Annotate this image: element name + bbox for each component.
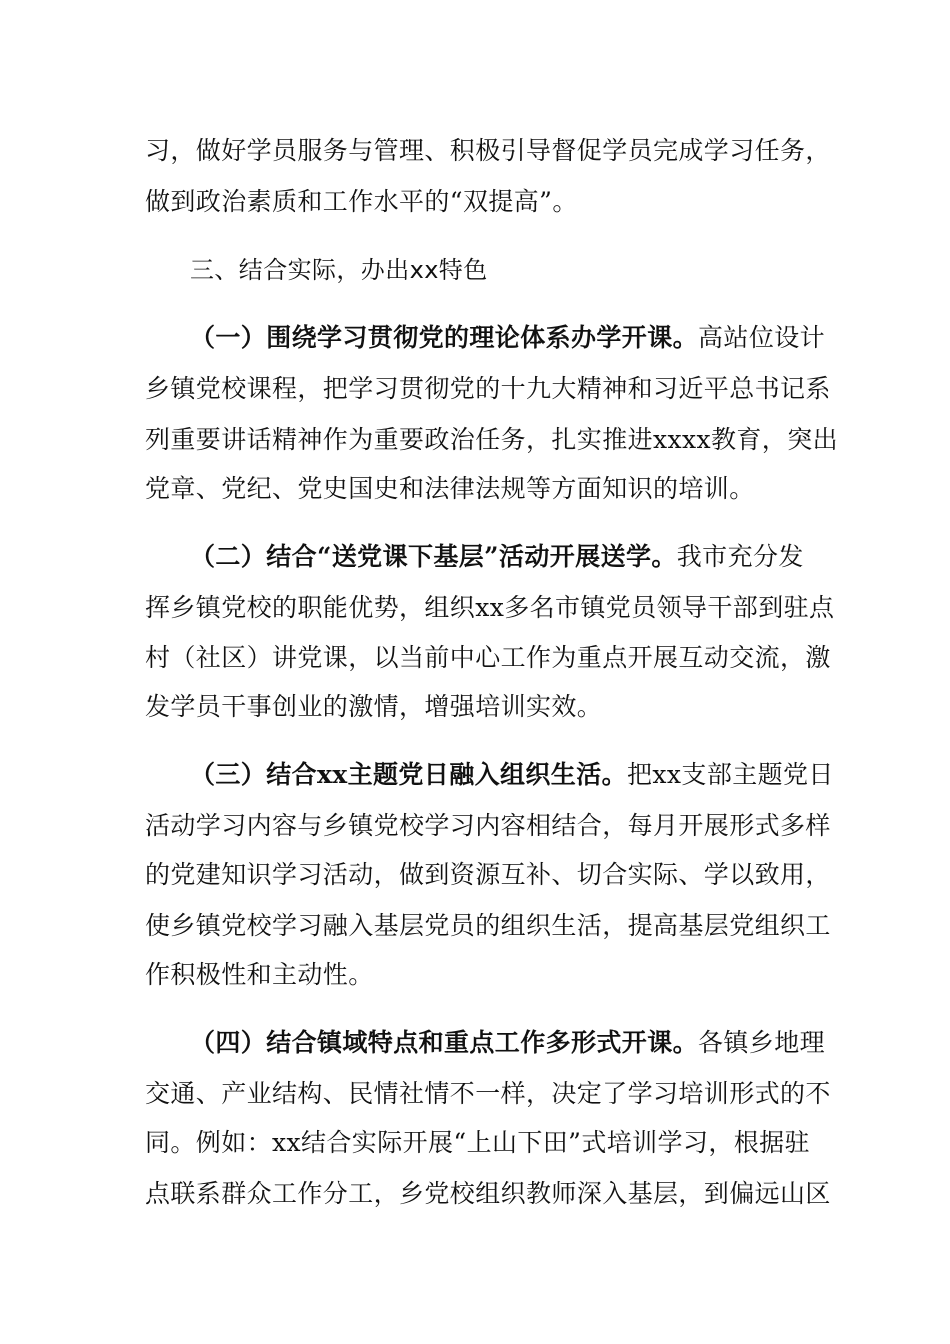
paragraph-4-line-2: 交通、产业结构、民情社情不一样，决定了学习培训形式的不: [145, 1079, 831, 1108]
paragraph-4-line-4: 点联系群众工作分工，乡党校组织教师深入基层，到偏远山区: [145, 1179, 831, 1208]
paragraph-3-first-line: [190, 758, 834, 792]
paragraph-2-line-3: 村（社区）讲党课，以当前中心工作为重点开展互动交流，激: [145, 643, 831, 672]
paragraph-3-lead: （三）结合xx主题党日融入组织生活。: [190, 760, 628, 789]
paragraph-1-first-line: [190, 321, 826, 355]
paragraph-4-lead: （四）结合镇域特点和重点工作多形式开课。: [190, 1028, 699, 1057]
paragraph-2-first-rest: 我市充分发: [676, 542, 804, 571]
paragraph-2-lead: （二）结合“送党课下基层”活动开展送学。: [190, 542, 677, 571]
paragraph-2-line-2: 挥乡镇党校的职能优势，组织xx多名市镇党员领导干部到驻点: [145, 593, 835, 622]
intro-line-2: 做到政治素质和工作水平的“双提高”。: [145, 187, 578, 216]
paragraph-1-line-2: 乡镇党校课程，把学习贯彻党的十九大精神和习近平总书记系: [145, 374, 831, 403]
paragraph-2-line-4: 发学员干事创业的激情，增强培训实效。: [145, 692, 603, 721]
paragraph-1-line-4: 党章、党纪、党史国史和法律法规等方面知识的培训。: [145, 474, 755, 503]
paragraph-3-first-rest: 把xx支部主题党日: [627, 760, 834, 789]
paragraph-4-first-line: [190, 1026, 826, 1060]
paragraph-2-first-line: [190, 540, 805, 574]
paragraph-4-line-3: 同。例如：xx结合实际开展“上山下田”式培训学习，根据驻: [145, 1128, 810, 1157]
paragraph-3-line-2: 活动学习内容与乡镇党校学习内容相结合，每月开展形式多样: [145, 811, 831, 840]
paragraph-4-first-rest: 各镇乡地理: [698, 1028, 826, 1057]
paragraph-1-first-rest: 高站位设计: [698, 323, 826, 352]
paragraph-3-line-4: 使乡镇党校学习融入基层党员的组织生活，提高基层党组织工: [145, 911, 831, 940]
paragraph-1-line-3: 列重要讲话精神作为重要政治任务，扎实推进xxxx教育，突出: [145, 425, 838, 454]
intro-line-1: 习，做好学员服务与管理、积极引导督促学员完成学习任务，: [145, 136, 831, 165]
paragraph-1-lead: （一）围绕学习贯彻党的理论体系办学开课。: [190, 323, 699, 352]
section-heading: 三、结合实际，办出xx特色: [190, 256, 488, 284]
paragraph-3-line-3: 的党建知识学习活动，做到资源互补、切合实际、学以致用，: [145, 860, 831, 889]
paragraph-3-line-5: 作积极性和主动性。: [145, 960, 374, 989]
